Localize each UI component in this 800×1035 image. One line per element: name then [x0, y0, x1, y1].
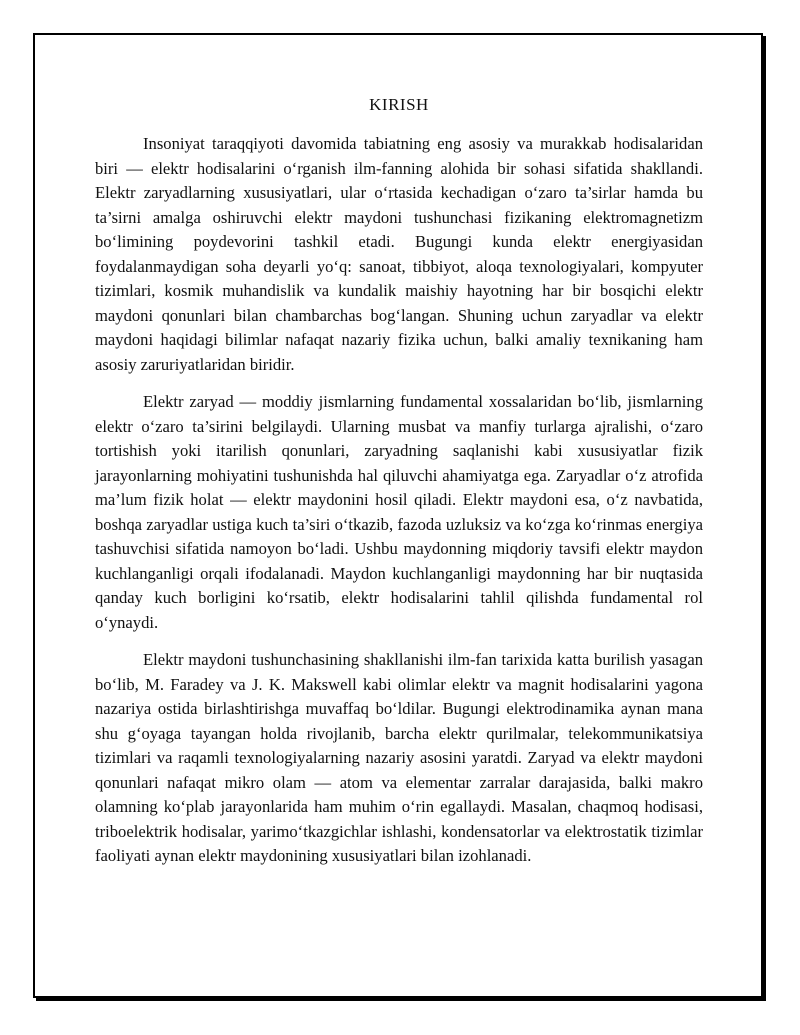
paragraph-2: Elektr zaryad — moddiy jismlarning fundamental xossalaridan bo‘lib, jismlarning elektr o‘zaro ta’sirini belgilaydi. Ularning musbat va manfiy turlarga ajralishi, o‘zaro tortishish yoki itarilish qonunlari, zaryadning saqlanishi kabi xususiyatlar fizik jarayonlarning mohiyatini tushunishda hal qiluvchi ahamiyatga ega. Zaryadlar o‘z atrofida ma’lum fizik holat — elektr maydonini hosil qiladi. Elektr maydoni esa, o‘z navbatida, boshqa zaryadlar ustiga kuch ta’siri o‘tkazib, fazoda uzluksiz va ko‘zga ko‘rinmas energiya tashuvchisi sifatida namoyon bo‘ladi. Ushbu maydonning miqdoriy tavsifi elektr maydon kuchlanganligi orqali ifodalanadi. Maydon kuchlanganligi maydonning har bir nuqtasida qanday kuch borligini ko‘rsatib, elektr hodisalarini tahlil qilishda fundamental rol o‘ynaydi. [95, 392, 703, 632]
document-body [95, 94, 703, 882]
paragraph-3: Elektr maydoni tushunchasining shakllanishi ilm-fan tarixida katta burilish yasagan bo‘lib, M. Faradey va J. K. Makswell kabi olimlar elektr va magnit hodisalarini yagona nazariya ostida birlashtirishga muvaffaq bo‘ldilar. Bugungi elektrodinamika aynan mana shu g‘oyaga tayangan holda rivojlanib, barcha elektr qurilmalar, telekommunikatsiya tizimlari va raqamli texnologiyalarning nazariy asosini yaratdi. Zaryad va elektr maydoni qonunlari nafaqat mikro olam — atom va elementar zarralar darajasida, balki makro olamning ko‘plab jarayonlarida ham muhim o‘rin egallaydi. Masalan, chaqmoq hodisasi, triboelektrik hodisalar, yarimo‘tkazgichlar ishlashi, kondensatorlar va elektrostatik tizimlar faoliyati aynan elektr maydonining xususiyatlari bilan izohlanadi. [95, 650, 703, 865]
paragraph-1: Insoniyat taraqqiyoti davomida tabiatning eng asosiy va murakkab hodisalaridan biri — elektr hodisalarini o‘rganish ilm-fanning alohida bir sohasi sifatida shakllandi. Elektr zaryadlarning xususiyatlari, ular o‘rtasida kechadigan o‘zaro ta’sirlar hamda bu ta’sirni amalga oshiruvchi elektr maydoni tushunchasi fizikaning elektromagnetizm bo‘limining poydevorini tashkil etadi. Bugungi kunda elektr energiyasidan foydalanmaydigan soha deyarli yo‘q: sanoat, tibbiyot, aloqa texnologiyalari, kompyuter tizimlari, kosmik muhandislik va kundalik maishiy hayotning har bir bosqichi elektr maydoni qonunlari bilan chambarchas bog‘langan. Shuning uchun zaryadlar va elektr maydoni haqidagi bilimlar nafaqat nazariy fizika uchun, balki amaliy texnikaning ham asosiy zaruriyatlaridan biridir. [95, 134, 703, 374]
page-title: KIRISH [369, 95, 429, 114]
